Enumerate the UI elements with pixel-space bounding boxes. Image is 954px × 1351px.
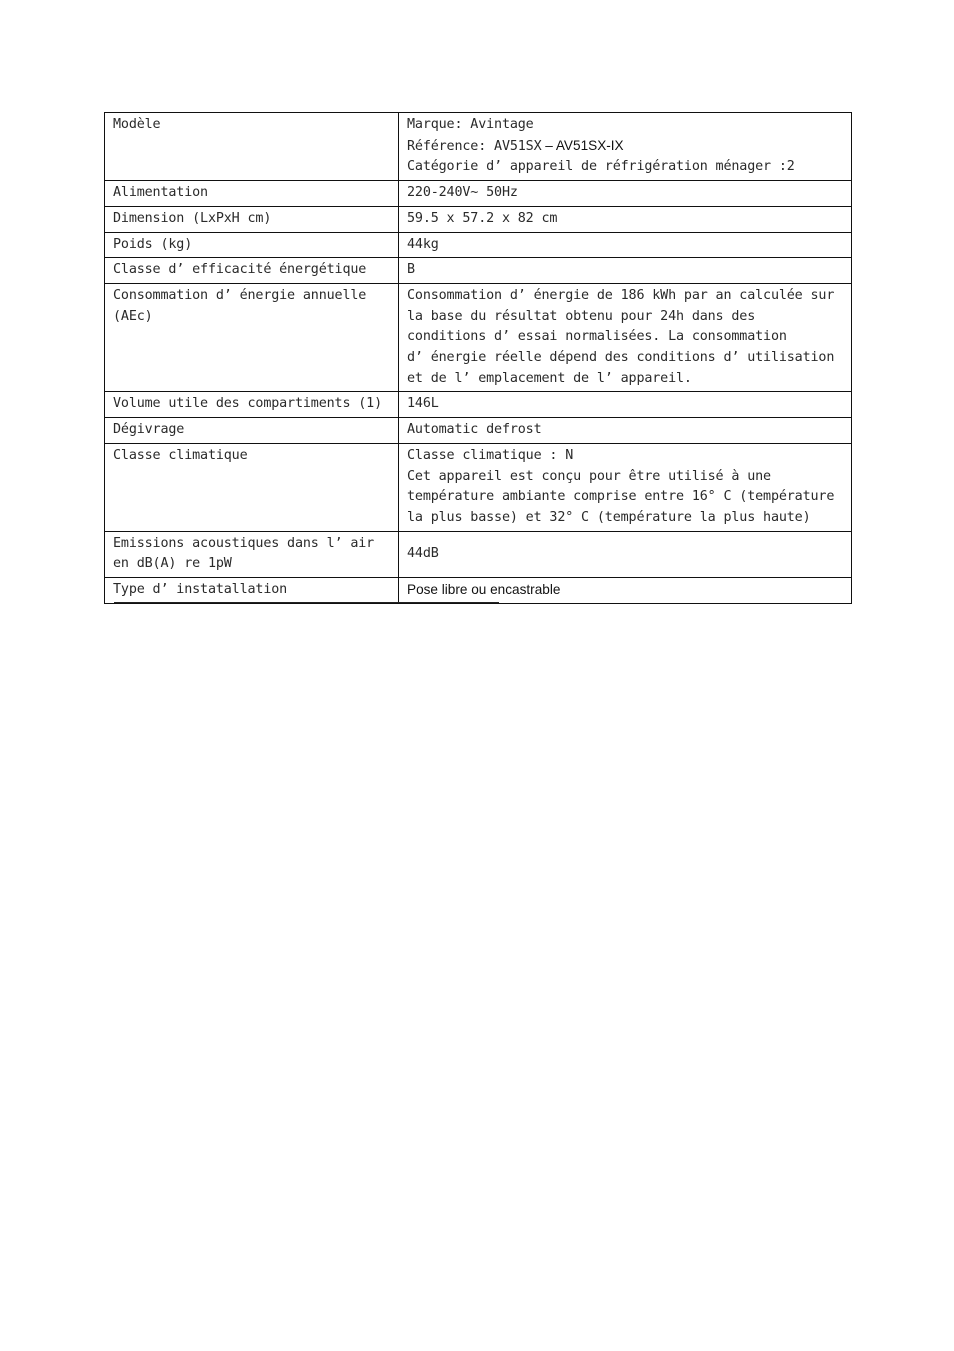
table-row-dimension — [105, 206, 852, 232]
cell-label-consommation — [105, 283, 399, 392]
table-row-degivrage — [105, 418, 852, 444]
value-line: 44kg — [407, 236, 439, 252]
cell-label-classe-climatique — [105, 443, 399, 531]
cell-value-classe-climatique — [399, 443, 852, 531]
reference-text: Référence: AV51SX — [407, 138, 542, 154]
value-line: 146L — [407, 396, 439, 412]
specifications-table-body — [105, 113, 852, 604]
cell-value-modele — [399, 113, 852, 181]
value-line: Automatic defrost — [407, 422, 542, 438]
cell-value-alimentation — [399, 181, 852, 207]
cell-value-installation — [399, 578, 852, 604]
cell-label-modele — [105, 113, 399, 181]
value-line: 59.5 x 57.2 x 82 cm — [407, 210, 558, 226]
cell-label-installation — [105, 578, 399, 604]
value-line: la base du résultat obtenu pour 24h dans des — [407, 308, 756, 324]
table-row-volume — [105, 392, 852, 418]
value-line: Consommation d’ énergie de 186 kWh par an calculée sur — [407, 287, 835, 303]
cell-value-poids — [399, 232, 852, 258]
value-line-marque: Marque: Avintage — [407, 117, 534, 132]
cell-label-poids — [105, 232, 399, 258]
value-line: Cet appareil est conçu pour être utilisé à une — [407, 468, 771, 484]
label-line: Emissions acoustiques dans l’ air — [113, 535, 375, 551]
table-row-emissions — [105, 531, 852, 577]
label-line: Alimentation — [113, 185, 208, 201]
table-row-classe-efficacite — [105, 258, 852, 284]
label-line: Dégivrage — [113, 422, 185, 438]
label-line: Type d’ instatallation — [113, 582, 288, 598]
label-line: en dB(A) re 1pW — [113, 556, 232, 572]
value-line: conditions d’ essai normalisées. La consommation — [407, 329, 787, 345]
value-line: température ambiante comprise entre 16° C (température — [407, 489, 835, 505]
cell-label-emissions — [105, 531, 399, 577]
value-line-reference — [407, 136, 843, 158]
label-line: Dimension (LxPxH cm) — [113, 210, 272, 226]
value-line: 44dB — [407, 546, 439, 561]
value-line: et de l’ emplacement de l’ appareil. — [407, 370, 692, 386]
table-row-poids — [105, 232, 852, 258]
cell-label-dimension — [105, 206, 399, 232]
cell-value-volume — [399, 392, 852, 418]
label-line: (AEc) — [113, 308, 153, 324]
cell-label-alimentation — [105, 181, 399, 207]
label-line: Consommation d’ énergie annuelle — [113, 287, 367, 303]
table-row-installation — [105, 578, 852, 604]
footnote-separator-line — [114, 602, 499, 603]
value-line: 220-240V~ 50Hz — [407, 185, 518, 201]
cell-value-dimension — [399, 206, 852, 232]
table-row-classe-climatique — [105, 443, 852, 531]
cell-value-emissions — [399, 531, 852, 577]
value-line-categorie: Catégorie d’ appareil de réfrigération ménager :2 — [407, 159, 795, 175]
table-row-alimentation — [105, 181, 852, 207]
label-line: Classe d’ efficacité énergétique — [113, 262, 367, 278]
value-line: d’ énergie réelle dépend des conditions d’ utilisation — [407, 350, 835, 366]
label-line: Volume utile des compartiments (1) — [113, 396, 383, 412]
value-line: Pose libre ou encastrable — [407, 582, 561, 598]
value-line: B — [407, 262, 415, 278]
cell-value-degivrage — [399, 418, 852, 444]
label-line: Poids (kg) — [113, 236, 193, 252]
label-line: Classe climatique — [113, 447, 248, 463]
value-line: la plus basse) et 32° C (température la plus haute) — [407, 509, 811, 525]
value-line: Classe climatique : N — [407, 447, 574, 463]
cell-label-volume — [105, 392, 399, 418]
table-row-consommation — [105, 283, 852, 392]
cell-value-consommation — [399, 283, 852, 392]
cell-value-classe-efficacite — [399, 258, 852, 284]
table-row-modele — [105, 113, 852, 181]
specifications-table — [104, 112, 852, 604]
reference-suffix: – AV51SX-IX — [541, 137, 624, 153]
label-line: Modèle — [113, 117, 161, 132]
cell-label-degivrage — [105, 418, 399, 444]
cell-label-classe-efficacite — [105, 258, 399, 284]
